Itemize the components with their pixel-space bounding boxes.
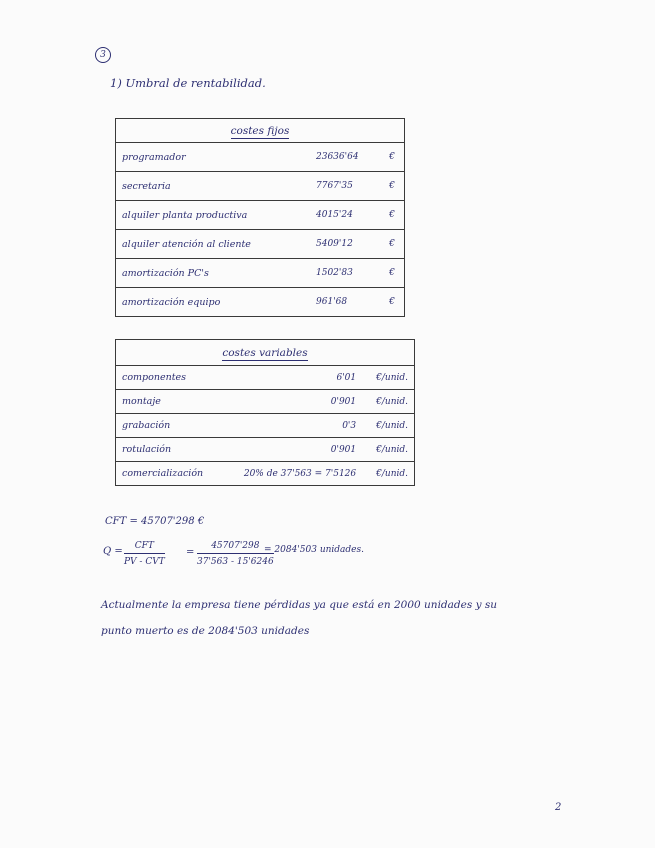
cost-amount: 1502'83 xyxy=(310,259,380,288)
section-number: 3 xyxy=(95,47,111,63)
formula-fraction xyxy=(124,541,165,567)
variable-costs-title: costes variables xyxy=(222,346,308,359)
cost-amount: 23636'64 xyxy=(310,143,380,172)
cost-amount: 7767'35 xyxy=(310,172,380,201)
cost-label: montaje xyxy=(116,390,238,414)
total-fixed-costs: CFT = 45707'298 € xyxy=(105,516,205,527)
cost-unit: €/unid. xyxy=(370,390,414,414)
cost-amount: 0'901 xyxy=(238,438,370,462)
fraction-denominator: 37'563 - 15'6246 xyxy=(197,557,274,567)
conclusion-line-1: Actualmente la empresa tiene pérdidas ya que está en 2000 unidades y su xyxy=(101,599,497,611)
cost-amount: 4015'24 xyxy=(310,201,380,230)
cost-unit: € xyxy=(389,297,395,307)
cost-unit: € xyxy=(380,230,405,259)
fixed-costs-title: costes fijos xyxy=(230,124,290,137)
cost-unit: €/unid. xyxy=(376,468,408,479)
values-fraction xyxy=(197,541,274,567)
cost-label: componentes xyxy=(116,366,238,390)
fraction-denominator: PV - CVT xyxy=(124,557,165,567)
fixed-costs-table xyxy=(115,118,405,317)
cost-amount: 6'01 xyxy=(238,366,370,390)
variable-costs-table xyxy=(115,339,415,486)
q-label: Q = xyxy=(103,546,123,557)
cost-unit: € xyxy=(380,259,405,288)
table-row xyxy=(116,172,405,201)
conclusion-line-2: punto muerto es de 2084'503 unidades xyxy=(101,625,310,637)
cost-amount: 5409'12 xyxy=(310,230,380,259)
cost-label: secretaria xyxy=(116,172,311,201)
cost-amount: 0'901 xyxy=(238,390,370,414)
table-row xyxy=(116,230,405,259)
table-row xyxy=(116,438,415,462)
break-even-result: = 2084'503 unidades. xyxy=(264,545,364,555)
fraction-numerator: 45707'298 xyxy=(197,541,274,554)
cost-amount: 0'3 xyxy=(238,414,370,438)
cost-label: amortización equipo xyxy=(122,296,221,308)
fraction-numerator: CFT xyxy=(124,541,165,554)
table-row xyxy=(116,288,405,317)
cost-label: rotulación xyxy=(116,438,238,462)
table-row xyxy=(116,366,415,390)
cost-label: grabación xyxy=(116,414,238,438)
cost-unit: €/unid. xyxy=(370,438,414,462)
cost-unit: €/unid. xyxy=(370,414,414,438)
cost-amount: 961'68 xyxy=(316,297,348,307)
cost-label: programador xyxy=(116,143,311,172)
table-row xyxy=(116,414,415,438)
cost-label: amortización PC's xyxy=(116,259,311,288)
cost-amount: 20% de 37'563 = 7'5126 xyxy=(243,468,357,479)
table-row xyxy=(116,462,415,486)
table-row xyxy=(116,143,405,172)
cost-unit: € xyxy=(380,201,405,230)
table-row xyxy=(116,201,405,230)
cost-unit: €/unid. xyxy=(370,366,414,390)
page-number: 2 xyxy=(555,802,562,813)
cost-label: comercialización xyxy=(122,468,204,479)
cost-unit: € xyxy=(380,143,405,172)
table-row xyxy=(116,259,405,288)
cost-label: alquiler atención al cliente xyxy=(116,230,311,259)
cost-unit: € xyxy=(380,172,405,201)
cost-label: alquiler planta productiva xyxy=(116,201,311,230)
equals-sign: = xyxy=(186,547,195,558)
section-heading: 1) Umbral de rentabilidad. xyxy=(110,76,266,90)
table-row xyxy=(116,390,415,414)
